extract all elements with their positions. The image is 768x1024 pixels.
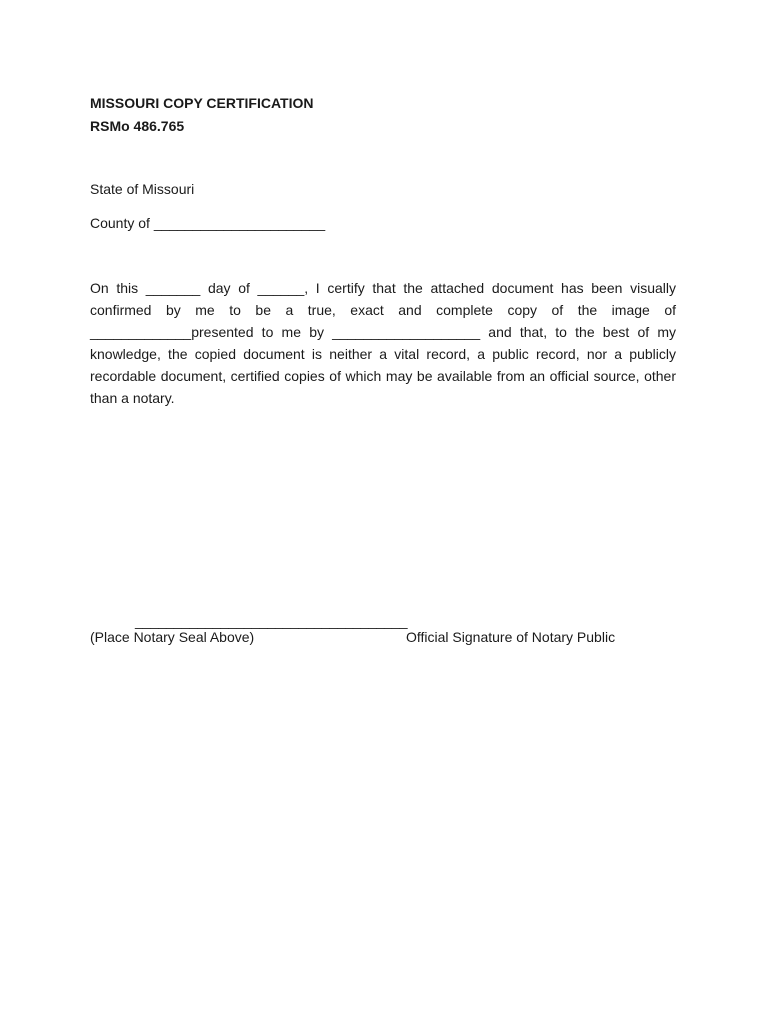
statute-reference: RSMo 486.765: [90, 118, 185, 134]
notary-signature-label: Official Signature of Notary Public: [406, 629, 616, 645]
certification-paragraph: On this _______ day of ______, I certify that the attached document has been visually confirmed by me to be a true, exact and complete copy of the image of _____________presented to me by ___________________ and that, to the best of my knowledge, the copied document is neither a vital record, a public record, nor a publicly recordable document, certified copies of which may be available from an official source, other than a notary.: [90, 280, 676, 406]
state-line: State of Missouri: [90, 181, 195, 197]
document-title: MISSOURI COPY CERTIFICATION: [90, 95, 314, 111]
notary-seal-label: (Place Notary Seal Above): [90, 629, 255, 645]
signature-line: ___________________________________: [135, 613, 408, 629]
county-line: County of ______________________: [90, 215, 326, 231]
